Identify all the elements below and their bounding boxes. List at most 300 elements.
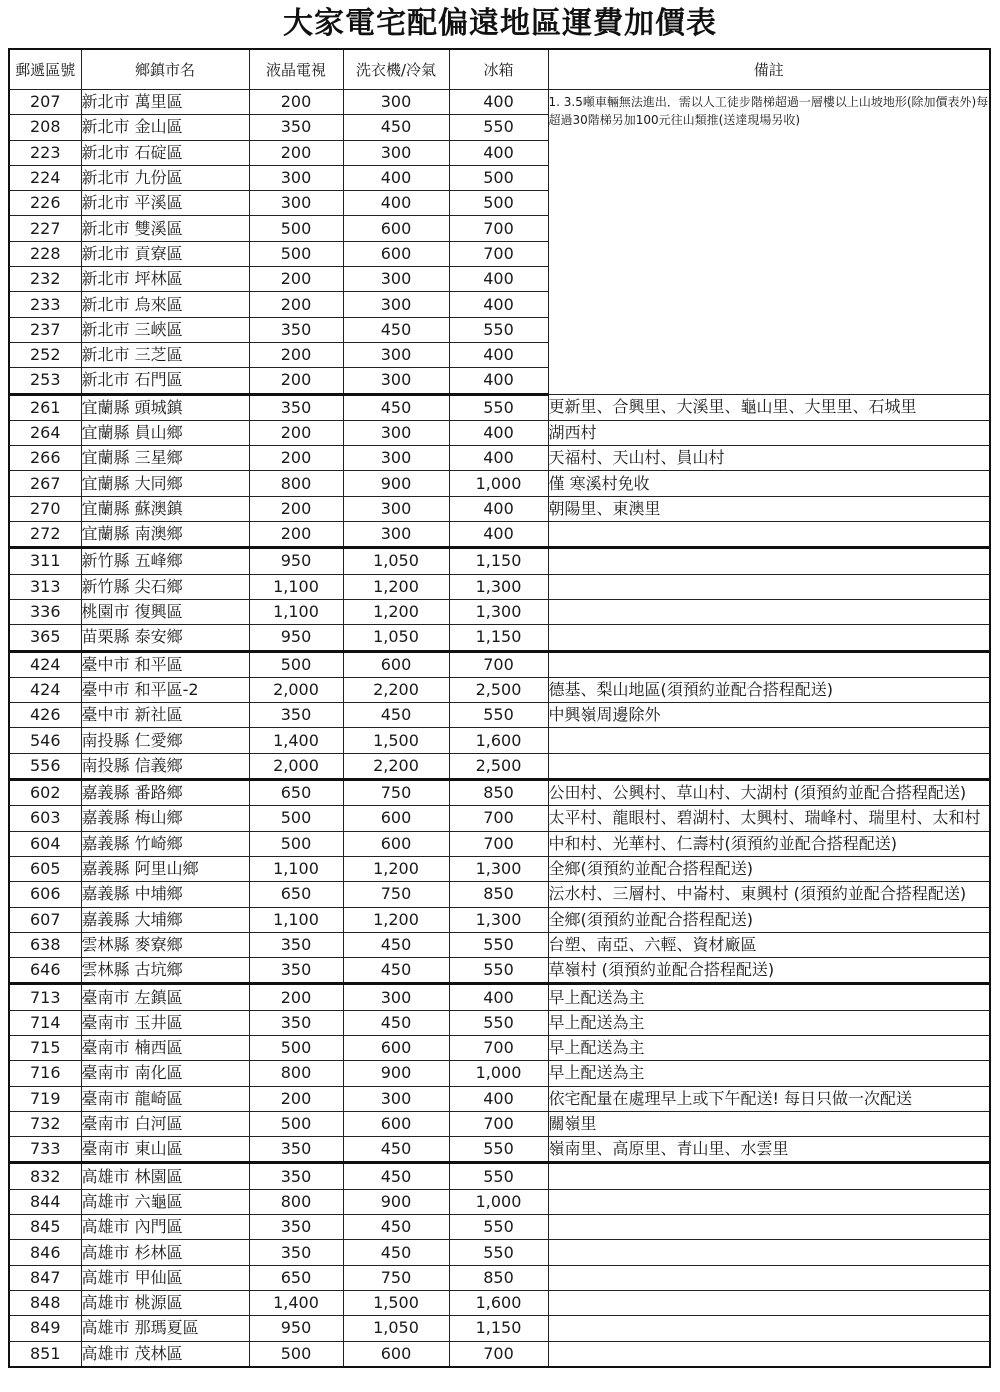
fridge-price-cell: 400 [449, 292, 548, 317]
fridge-price-cell: 500 [449, 165, 548, 190]
zip-cell: 267 [9, 471, 81, 496]
fridge-price-cell: 550 [449, 958, 548, 984]
fridge-price-cell: 850 [449, 1265, 548, 1290]
tv-price-cell: 800 [249, 1189, 343, 1214]
washer-ac-price-cell: 1,050 [343, 548, 449, 574]
note-cell [548, 1163, 990, 1189]
tv-price-cell: 200 [249, 342, 343, 367]
zip-cell: 227 [9, 216, 81, 241]
note-cell: 德基、梨山地區(須預約並配合搭程配送) [548, 677, 990, 702]
note-cell: 早上配送為主 [548, 1061, 990, 1086]
town-cell: 臺中市 和平區-2 [81, 677, 249, 702]
washer-ac-price-cell: 400 [343, 165, 449, 190]
town-cell: 雲林縣 古坑鄉 [81, 958, 249, 984]
zip-cell: 546 [9, 728, 81, 753]
washer-ac-price-cell: 600 [343, 831, 449, 856]
note-cell: 1. 3.5噸車輛無法進出．需以人工徒步階梯超過一層樓以上山坡地形(除加價表外)每超過30階梯另加100元往山類推(送達現場另收) [548, 90, 990, 395]
zip-cell: 270 [9, 496, 81, 521]
fridge-price-cell: 400 [449, 140, 548, 165]
fridge-price-cell: 550 [449, 1215, 548, 1240]
washer-ac-price-cell: 1,050 [343, 1316, 449, 1341]
fridge-price-cell: 1,300 [449, 856, 548, 881]
table-row [9, 728, 990, 753]
town-cell: 新北市 九份區 [81, 165, 249, 190]
washer-ac-price-cell: 300 [343, 522, 449, 548]
zip-cell: 846 [9, 1240, 81, 1265]
fridge-price-cell: 700 [449, 651, 548, 677]
washer-ac-price-cell: 300 [343, 420, 449, 445]
table-row [9, 548, 990, 574]
zip-cell: 207 [9, 90, 81, 115]
note-cell [548, 1240, 990, 1265]
tv-price-cell: 1,100 [249, 574, 343, 599]
zip-cell: 714 [9, 1010, 81, 1035]
town-cell: 宜蘭縣 員山鄉 [81, 420, 249, 445]
note-cell [548, 1290, 990, 1315]
note-cell: 全鄉(須預約並配合搭程配送) [548, 907, 990, 932]
tv-price-cell: 500 [249, 651, 343, 677]
zip-cell: 426 [9, 703, 81, 728]
tv-price-cell: 500 [249, 806, 343, 831]
tv-price-cell: 800 [249, 471, 343, 496]
note-cell: 嶺南里、高原里、青山里、水雲里 [548, 1137, 990, 1163]
table-row [9, 522, 990, 548]
town-cell: 高雄市 內門區 [81, 1215, 249, 1240]
washer-ac-price-cell: 450 [343, 1010, 449, 1035]
zip-cell: 223 [9, 140, 81, 165]
tv-price-cell: 300 [249, 165, 343, 190]
zip-cell: 847 [9, 1265, 81, 1290]
town-cell: 臺南市 楠西區 [81, 1035, 249, 1060]
washer-ac-price-cell: 300 [343, 292, 449, 317]
tv-price-cell: 200 [249, 446, 343, 471]
washer-ac-price-cell: 1,500 [343, 1290, 449, 1315]
town-cell: 宜蘭縣 頭城鎮 [81, 394, 249, 420]
zip-cell: 264 [9, 420, 81, 445]
table-row [9, 1111, 990, 1136]
tv-price-cell: 800 [249, 1061, 343, 1086]
washer-ac-price-cell: 600 [343, 806, 449, 831]
tv-price-cell: 200 [249, 267, 343, 292]
tv-price-cell: 1,100 [249, 856, 343, 881]
table-row [9, 1163, 990, 1189]
tv-price-cell: 650 [249, 780, 343, 806]
zip-cell: 313 [9, 574, 81, 599]
fridge-price-cell: 700 [449, 1035, 548, 1060]
washer-ac-price-cell: 600 [343, 1035, 449, 1060]
town-cell: 苗栗縣 泰安鄉 [81, 625, 249, 651]
town-cell: 嘉義縣 中埔鄉 [81, 882, 249, 907]
town-cell: 宜蘭縣 蘇澳鎮 [81, 496, 249, 521]
washer-ac-price-cell: 900 [343, 1189, 449, 1214]
town-cell: 宜蘭縣 南澳鄉 [81, 522, 249, 548]
town-cell: 新北市 坪林區 [81, 267, 249, 292]
washer-ac-price-cell: 1,500 [343, 728, 449, 753]
note-cell: 僅 寒溪村免收 [548, 471, 990, 496]
table-row [9, 625, 990, 651]
zip-cell: 252 [9, 342, 81, 367]
zip-cell: 261 [9, 394, 81, 420]
washer-ac-price-cell: 1,200 [343, 856, 449, 881]
washer-ac-price-cell: 300 [343, 984, 449, 1010]
fridge-price-cell: 1,150 [449, 548, 548, 574]
town-cell: 臺中市 新社區 [81, 703, 249, 728]
washer-ac-price-cell: 450 [343, 115, 449, 140]
town-cell: 臺南市 玉井區 [81, 1010, 249, 1035]
washer-ac-price-cell: 900 [343, 471, 449, 496]
tv-price-cell: 500 [249, 1111, 343, 1136]
tv-price-cell: 200 [249, 496, 343, 521]
town-cell: 南投縣 信義鄉 [81, 753, 249, 779]
tv-price-cell: 350 [249, 317, 343, 342]
fridge-price-cell: 400 [449, 267, 548, 292]
zip-cell: 716 [9, 1061, 81, 1086]
fridge-price-cell: 550 [449, 317, 548, 342]
header-zip: 郵遞區號 [9, 49, 81, 90]
note-cell: 草嶺村 (須預約並配合搭程配送) [548, 958, 990, 984]
zip-cell: 851 [9, 1341, 81, 1367]
note-cell: 公田村、公興村、草山村、大湖村 (須預約並配合搭程配送) [548, 780, 990, 806]
tv-price-cell: 350 [249, 703, 343, 728]
washer-ac-price-cell: 300 [343, 90, 449, 115]
tv-price-cell: 650 [249, 882, 343, 907]
table-row [9, 1035, 990, 1060]
washer-ac-price-cell: 2,200 [343, 677, 449, 702]
town-cell: 臺中市 和平區 [81, 651, 249, 677]
tv-price-cell: 1,100 [249, 907, 343, 932]
tv-price-cell: 200 [249, 140, 343, 165]
town-cell: 嘉義縣 梅山鄉 [81, 806, 249, 831]
washer-ac-price-cell: 450 [343, 1215, 449, 1240]
note-cell [548, 1265, 990, 1290]
tv-price-cell: 350 [249, 1137, 343, 1163]
note-cell: 中興嶺周邊除外 [548, 703, 990, 728]
header-washer-ac: 洗衣機/冷氣 [343, 49, 449, 90]
town-cell: 新北市 金山區 [81, 115, 249, 140]
town-cell: 新北市 雙溪區 [81, 216, 249, 241]
fridge-price-cell: 1,600 [449, 728, 548, 753]
table-row [9, 806, 990, 831]
tv-price-cell: 650 [249, 1265, 343, 1290]
fridge-price-cell: 550 [449, 115, 548, 140]
zip-cell: 224 [9, 165, 81, 190]
tv-price-cell: 350 [249, 1163, 343, 1189]
washer-ac-price-cell: 400 [343, 191, 449, 216]
washer-ac-price-cell: 450 [343, 958, 449, 984]
washer-ac-price-cell: 750 [343, 780, 449, 806]
note-cell [548, 651, 990, 677]
table-row [9, 1290, 990, 1315]
town-cell: 新竹縣 尖石鄉 [81, 574, 249, 599]
tv-price-cell: 2,000 [249, 753, 343, 779]
zip-cell: 556 [9, 753, 81, 779]
zip-cell: 266 [9, 446, 81, 471]
table-row [9, 703, 990, 728]
table-row [9, 1061, 990, 1086]
town-cell: 新北市 三芝區 [81, 342, 249, 367]
table-row [9, 831, 990, 856]
washer-ac-price-cell: 600 [343, 651, 449, 677]
zip-cell: 228 [9, 241, 81, 266]
zip-cell: 605 [9, 856, 81, 881]
washer-ac-price-cell: 600 [343, 241, 449, 266]
fridge-price-cell: 550 [449, 1163, 548, 1189]
fridge-price-cell: 1,000 [449, 1189, 548, 1214]
zip-cell: 208 [9, 115, 81, 140]
table-row [9, 1265, 990, 1290]
note-cell: 太平村、龍眼村、碧湖村、太興村、瑞峰村、瑞里村、太和村 [548, 806, 990, 831]
town-cell: 桃園市 復興區 [81, 599, 249, 624]
washer-ac-price-cell: 450 [343, 1240, 449, 1265]
tv-price-cell: 950 [249, 625, 343, 651]
zip-cell: 232 [9, 267, 81, 292]
tv-price-cell: 950 [249, 548, 343, 574]
town-cell: 高雄市 茂林區 [81, 1341, 249, 1367]
town-cell: 臺南市 左鎮區 [81, 984, 249, 1010]
tv-price-cell: 200 [249, 984, 343, 1010]
zip-cell: 272 [9, 522, 81, 548]
table-row [9, 1086, 990, 1111]
note-cell: 朝陽里、東澳里 [548, 496, 990, 521]
town-cell: 高雄市 林園區 [81, 1163, 249, 1189]
fridge-price-cell: 700 [449, 1341, 548, 1367]
washer-ac-price-cell: 300 [343, 140, 449, 165]
fridge-price-cell: 400 [449, 446, 548, 471]
town-cell: 雲林縣 麥寮鄉 [81, 932, 249, 957]
table-row [9, 677, 990, 702]
table-row [9, 496, 990, 521]
note-cell [548, 625, 990, 651]
fridge-price-cell: 400 [449, 984, 548, 1010]
note-cell: 依宅配量在處理早上或下午配送! 每日只做一次配送 [548, 1086, 990, 1111]
town-cell: 嘉義縣 阿里山鄉 [81, 856, 249, 881]
note-cell [548, 728, 990, 753]
town-cell: 高雄市 桃源區 [81, 1290, 249, 1315]
town-cell: 新北市 萬里區 [81, 90, 249, 115]
tv-price-cell: 500 [249, 241, 343, 266]
tv-price-cell: 350 [249, 958, 343, 984]
fridge-price-cell: 550 [449, 1010, 548, 1035]
note-cell: 關嶺里 [548, 1111, 990, 1136]
table-row [9, 856, 990, 881]
table-row [9, 90, 990, 115]
fridge-price-cell: 2,500 [449, 677, 548, 702]
washer-ac-price-cell: 600 [343, 1341, 449, 1367]
zip-cell: 604 [9, 831, 81, 856]
fridge-price-cell: 500 [449, 191, 548, 216]
washer-ac-price-cell: 1,200 [343, 574, 449, 599]
tv-price-cell: 200 [249, 368, 343, 394]
table-row [9, 1010, 990, 1035]
note-cell [548, 1341, 990, 1367]
tv-price-cell: 350 [249, 115, 343, 140]
washer-ac-price-cell: 450 [343, 1137, 449, 1163]
town-cell: 高雄市 杉林區 [81, 1240, 249, 1265]
town-cell: 南投縣 仁愛鄉 [81, 728, 249, 753]
tv-price-cell: 1,100 [249, 599, 343, 624]
washer-ac-price-cell: 600 [343, 216, 449, 241]
town-cell: 臺南市 白河區 [81, 1111, 249, 1136]
washer-ac-price-cell: 300 [343, 1086, 449, 1111]
zip-cell: 311 [9, 548, 81, 574]
fridge-price-cell: 700 [449, 216, 548, 241]
washer-ac-price-cell: 300 [343, 496, 449, 521]
note-cell: 全鄉(須預約並配合搭程配送) [548, 856, 990, 881]
zip-cell: 606 [9, 882, 81, 907]
fridge-price-cell: 700 [449, 241, 548, 266]
washer-ac-price-cell: 750 [343, 1265, 449, 1290]
fridge-price-cell: 850 [449, 882, 548, 907]
fridge-price-cell: 1,150 [449, 1316, 548, 1341]
fridge-price-cell: 1,300 [449, 599, 548, 624]
note-cell: 早上配送為主 [548, 984, 990, 1010]
table-row [9, 958, 990, 984]
table-row [9, 420, 990, 445]
tv-price-cell: 200 [249, 90, 343, 115]
zip-cell: 733 [9, 1137, 81, 1163]
zip-cell: 253 [9, 368, 81, 394]
zip-cell: 365 [9, 625, 81, 651]
table-row [9, 574, 990, 599]
note-cell [548, 599, 990, 624]
washer-ac-price-cell: 1,050 [343, 625, 449, 651]
fridge-price-cell: 400 [449, 420, 548, 445]
zip-cell: 237 [9, 317, 81, 342]
table-row [9, 780, 990, 806]
note-cell: 台塑、南亞、六輕、資材廠區 [548, 932, 990, 957]
town-cell: 臺南市 南化區 [81, 1061, 249, 1086]
note-cell [548, 753, 990, 779]
tv-price-cell: 500 [249, 216, 343, 241]
zip-cell: 233 [9, 292, 81, 317]
table-row [9, 1137, 990, 1163]
fridge-price-cell: 2,500 [449, 753, 548, 779]
note-cell [548, 522, 990, 548]
town-cell: 宜蘭縣 三星鄉 [81, 446, 249, 471]
zip-cell: 845 [9, 1215, 81, 1240]
note-cell [548, 1189, 990, 1214]
table-row [9, 446, 990, 471]
fridge-price-cell: 400 [449, 522, 548, 548]
zip-cell: 849 [9, 1316, 81, 1341]
tv-price-cell: 300 [249, 191, 343, 216]
washer-ac-price-cell: 450 [343, 317, 449, 342]
tv-price-cell: 200 [249, 420, 343, 445]
note-cell: 中和村、光華村、仁壽村(須預約並配合搭程配送) [548, 831, 990, 856]
zip-cell: 638 [9, 932, 81, 957]
note-cell: 早上配送為主 [548, 1035, 990, 1060]
zip-cell: 646 [9, 958, 81, 984]
town-cell: 高雄市 六龜區 [81, 1189, 249, 1214]
town-cell: 臺南市 東山區 [81, 1137, 249, 1163]
note-cell [548, 1316, 990, 1341]
tv-price-cell: 350 [249, 1010, 343, 1035]
washer-ac-price-cell: 750 [343, 882, 449, 907]
table-row [9, 471, 990, 496]
fridge-price-cell: 550 [449, 1137, 548, 1163]
fridge-price-cell: 400 [449, 90, 548, 115]
zip-cell: 424 [9, 677, 81, 702]
tv-price-cell: 500 [249, 1341, 343, 1367]
zip-cell: 832 [9, 1163, 81, 1189]
town-cell: 臺南市 龍崎區 [81, 1086, 249, 1111]
town-cell: 高雄市 那瑪夏區 [81, 1316, 249, 1341]
washer-ac-price-cell: 300 [343, 446, 449, 471]
table-row [9, 394, 990, 420]
tv-price-cell: 200 [249, 522, 343, 548]
zip-cell: 732 [9, 1111, 81, 1136]
note-cell [548, 548, 990, 574]
note-cell: 早上配送為主 [548, 1010, 990, 1035]
table-row [9, 882, 990, 907]
table-row [9, 907, 990, 932]
zip-cell: 719 [9, 1086, 81, 1111]
tv-price-cell: 500 [249, 831, 343, 856]
washer-ac-price-cell: 300 [343, 267, 449, 292]
zip-cell: 713 [9, 984, 81, 1010]
town-cell: 嘉義縣 大埔鄉 [81, 907, 249, 932]
note-cell [548, 574, 990, 599]
table-row [9, 1215, 990, 1240]
fridge-price-cell: 400 [449, 496, 548, 521]
fridge-price-cell: 1,300 [449, 574, 548, 599]
washer-ac-price-cell: 1,200 [343, 907, 449, 932]
table-row [9, 984, 990, 1010]
fridge-price-cell: 550 [449, 932, 548, 957]
note-cell [548, 1215, 990, 1240]
town-cell: 高雄市 甲仙區 [81, 1265, 249, 1290]
town-cell: 新北市 石門區 [81, 368, 249, 394]
header-note: 備註 [548, 49, 990, 90]
tv-price-cell: 950 [249, 1316, 343, 1341]
fridge-price-cell: 1,300 [449, 907, 548, 932]
town-cell: 新竹縣 五峰鄉 [81, 548, 249, 574]
washer-ac-price-cell: 2,200 [343, 753, 449, 779]
town-cell: 新北市 烏來區 [81, 292, 249, 317]
washer-ac-price-cell: 300 [343, 342, 449, 367]
table-row [9, 1341, 990, 1367]
tv-price-cell: 200 [249, 292, 343, 317]
fridge-price-cell: 1,150 [449, 625, 548, 651]
table-row [9, 753, 990, 779]
tv-price-cell: 350 [249, 1240, 343, 1265]
tv-price-cell: 350 [249, 932, 343, 957]
town-cell: 新北市 貢寮區 [81, 241, 249, 266]
fridge-price-cell: 550 [449, 394, 548, 420]
zip-cell: 602 [9, 780, 81, 806]
rate-table [8, 48, 991, 1368]
zip-cell: 603 [9, 806, 81, 831]
fridge-price-cell: 850 [449, 780, 548, 806]
fridge-price-cell: 700 [449, 1111, 548, 1136]
zip-cell: 336 [9, 599, 81, 624]
zip-cell: 607 [9, 907, 81, 932]
table-row [9, 1240, 990, 1265]
fridge-price-cell: 1,000 [449, 1061, 548, 1086]
zip-cell: 844 [9, 1189, 81, 1214]
tv-price-cell: 350 [249, 1215, 343, 1240]
table-header-row [9, 49, 990, 90]
header-fridge: 冰箱 [449, 49, 548, 90]
fridge-price-cell: 400 [449, 342, 548, 367]
table-row [9, 651, 990, 677]
washer-ac-price-cell: 450 [343, 394, 449, 420]
note-cell: 天福村、天山村、員山村 [548, 446, 990, 471]
fridge-price-cell: 400 [449, 1086, 548, 1111]
washer-ac-price-cell: 450 [343, 1163, 449, 1189]
zip-cell: 424 [9, 651, 81, 677]
zip-cell: 715 [9, 1035, 81, 1060]
